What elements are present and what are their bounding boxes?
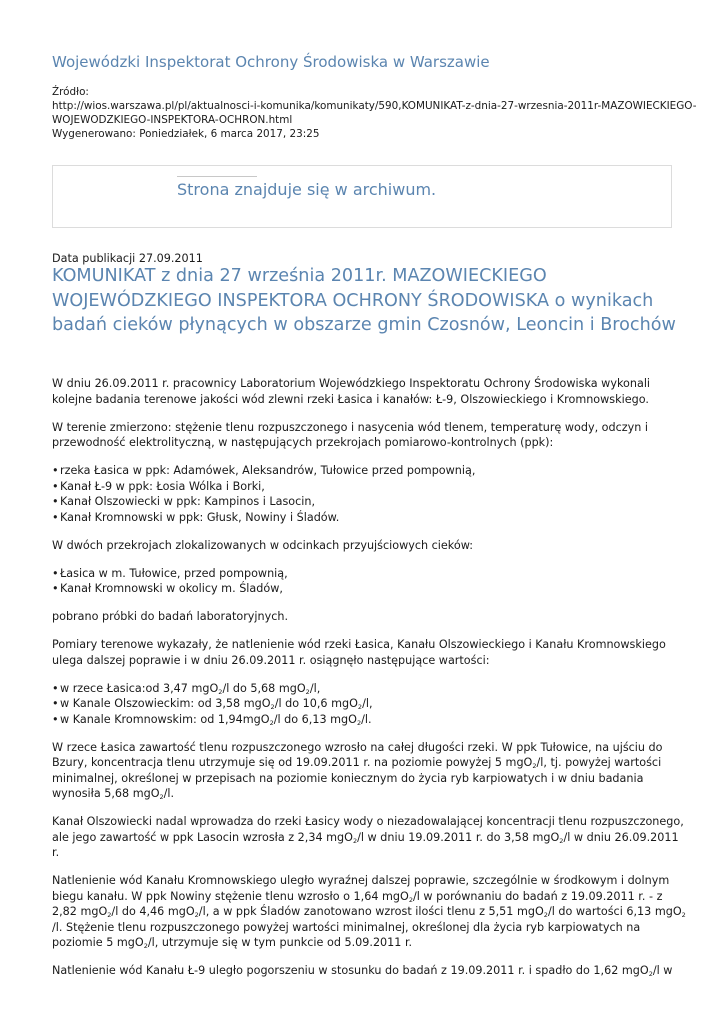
text-line: W terenie zmierzono: stężenie tlenu rozpuszczonego i nasycenia wód tlenem, temperaturę wody, odczyn i <box>52 420 649 434</box>
text-line: Pomiary terenowe wykazały, że natlenienie wód rzeki Łasica, Kanału Olszowieckiego i Kanału Kromnowskiego <box>52 638 666 651</box>
list-item: • rzeka Łasica w ppk: Adamówek, Aleksandrów, Tułowice przed pompownią, <box>52 463 674 479</box>
list-item: • Łasica w m. Tułowice, przed pompownią, <box>52 566 674 582</box>
list-item: • Kanał Kromnowski w okolicy m. Śladów, <box>52 581 674 597</box>
title-line-2: WOJEWÓDZKIEGO INSPEKTORA OCHRONY ŚRODOWISKA o wynikach <box>52 290 654 311</box>
text-line: kolejne badania terenowe jakości wód zlewni rzeki Łasica i kanałów: Ł-9, Olszowieckiego i Kromnowskiego. <box>52 392 649 406</box>
list-oxygen-values <box>52 681 674 728</box>
paragraph-lasica: W rzece Łasica zawartość tlenu rozpuszczonego wzrosło na całej długości rzeki. W ppk Tułowice, na ujściu do Bzury, koncentracja tlenu utrzymuje się od 19.09.2011 r. na poziomie powyżej 5 mgO$_2$/l, tj. powyżej wartości minimalnej, określonej w przepisach na poziomie koniecznym do życia ryb karpiowatych i w dniu badania wynosiła 5,68 mgO$_2$/l. <box>52 740 663 801</box>
paragraph-kromnowski: Natlenienie wód Kanału Kromnowskiego uległo wyraźnej dalszej poprawie, szczególnie w środkowym i dolnym biegu kanału. W ppk Nowiny stężenie tlenu wzrosło o 1,64 mgO$_2$/l w porównaniu do badań z 19.09.2011 r. - z 2,82 mgO$_2$/l do 4,46 mgO$_2$/l, a w ppk Śladów zanotowano wzrost ilości tlenu z 5,51 mgO$_2$/l do wartości 6,13 mgO$_2$ /l. Stężenie tlenu rozpuszczonego powyżej wartości minimalnej, określonej dla życia ryb karpiowatych na poziomie 5 mgO$_2$/l, utrzymuje się w tym punkcie od 5.09.2011 r. <box>52 874 686 950</box>
text-line: W dniu 26.09.2011 r. pracownicy Laboratorium Wojewódzkiego Inspektoratu Ochrony Środowiska wykonali <box>52 377 651 390</box>
publication-date: Data publikacji 27.09.2011 <box>52 252 203 265</box>
text-line: ulega dalszej poprawie i w dniu 26.09.2011 r. osiągnęło następujące wartości: <box>52 653 490 667</box>
list-sample-points <box>52 566 674 597</box>
source-meta <box>52 85 697 141</box>
source-url-line-2: WOJEWODZKIEGO-INSPEKTORA-OCHRON.html <box>52 114 293 126</box>
paragraph-kanal-l9: Natlenienie wód Kanału Ł-9 uległo pogorszeniu w stosunku do badań z 19.09.2011 r. i spadło do 1,62 mgO$_2$/l w <box>52 964 673 978</box>
title-line-1: KOMUNIKAT z dnia 27 września 2011r. MAZOWIECKIEGO <box>52 266 547 286</box>
paragraph-intro <box>52 376 674 407</box>
paragraph-samples: pobrano próbki do badań laboratoryjnych. <box>52 610 289 623</box>
source-url-line-1: http://wios.warszawa.pl/pl/aktualnosci-i-komunika/komunikaty/590,KOMUNIKAT-z-dnia-27-wrzesnia-2011r-MAZOWIECKIEGO- <box>52 100 697 112</box>
archive-message: Strona znajduje się w archiwum. <box>177 180 437 199</box>
list-item: • Kanał Kromnowski w ppk: Głusk, Nowiny i Śladów. <box>52 510 674 526</box>
list-item: • w Kanale Olszowieckim: od 3,58 mgO$_2$/l do 10,6 mgO$_2$/l, <box>52 696 674 712</box>
paragraph-olszowiecki: Kanał Olszowiecki nadal wprowadza do rzeki Łasicy wody o niezadowalającej koncentracji tlenu rozpuszczonego, ale jego zawartość w ppk Lasocin wzrosła z 2,34 mgO$_2$/l w dniu 19.09.2011 r. do 3,58 mgO$_2$/l w dniu 26.09.2011 r. <box>52 815 684 859</box>
archive-divider <box>177 176 257 177</box>
paragraph-results <box>52 637 674 668</box>
list-item: • Kanał Olszowiecki w ppk: Kampinos i Lasocin, <box>52 494 674 510</box>
generated-timestamp: Wygenerowano: Poniedziałek, 6 marca 2017, 23:25 <box>52 128 320 140</box>
article-title <box>52 264 692 338</box>
paragraph-sections: W dwóch przekrojach zlokalizowanych w odcinkach przyujściowych cieków: <box>52 538 474 552</box>
list-item: • w rzece Łasica:od 3,47 mgO$_2$/l do 5,68 mgO$_2$/l, <box>52 681 674 697</box>
paragraph-measurements <box>52 420 674 451</box>
site-title: Wojewódzki Inspektorat Ochrony Środowiska w Warszawie <box>52 53 490 71</box>
title-line-3: badań cieków płynących w obszarze gmin Czosnów, Leoncin i Brochów <box>52 315 676 335</box>
archive-notice <box>52 165 672 228</box>
text-line: przewodność elektrolityczną, w następujących przekrojach pomiarowo-kontrolnych (ppk): <box>52 436 554 449</box>
source-label: Źródło: <box>52 86 89 98</box>
list-measurement-points <box>52 463 674 525</box>
list-item: • Kanał Ł-9 w ppk: Łosia Wólka i Borki, <box>52 479 674 495</box>
list-item: • w Kanale Kromnowskim: od 1,94mgO$_2$/l do 6,13 mgO$_2$/l. <box>52 712 674 728</box>
article-body <box>52 376 686 979</box>
